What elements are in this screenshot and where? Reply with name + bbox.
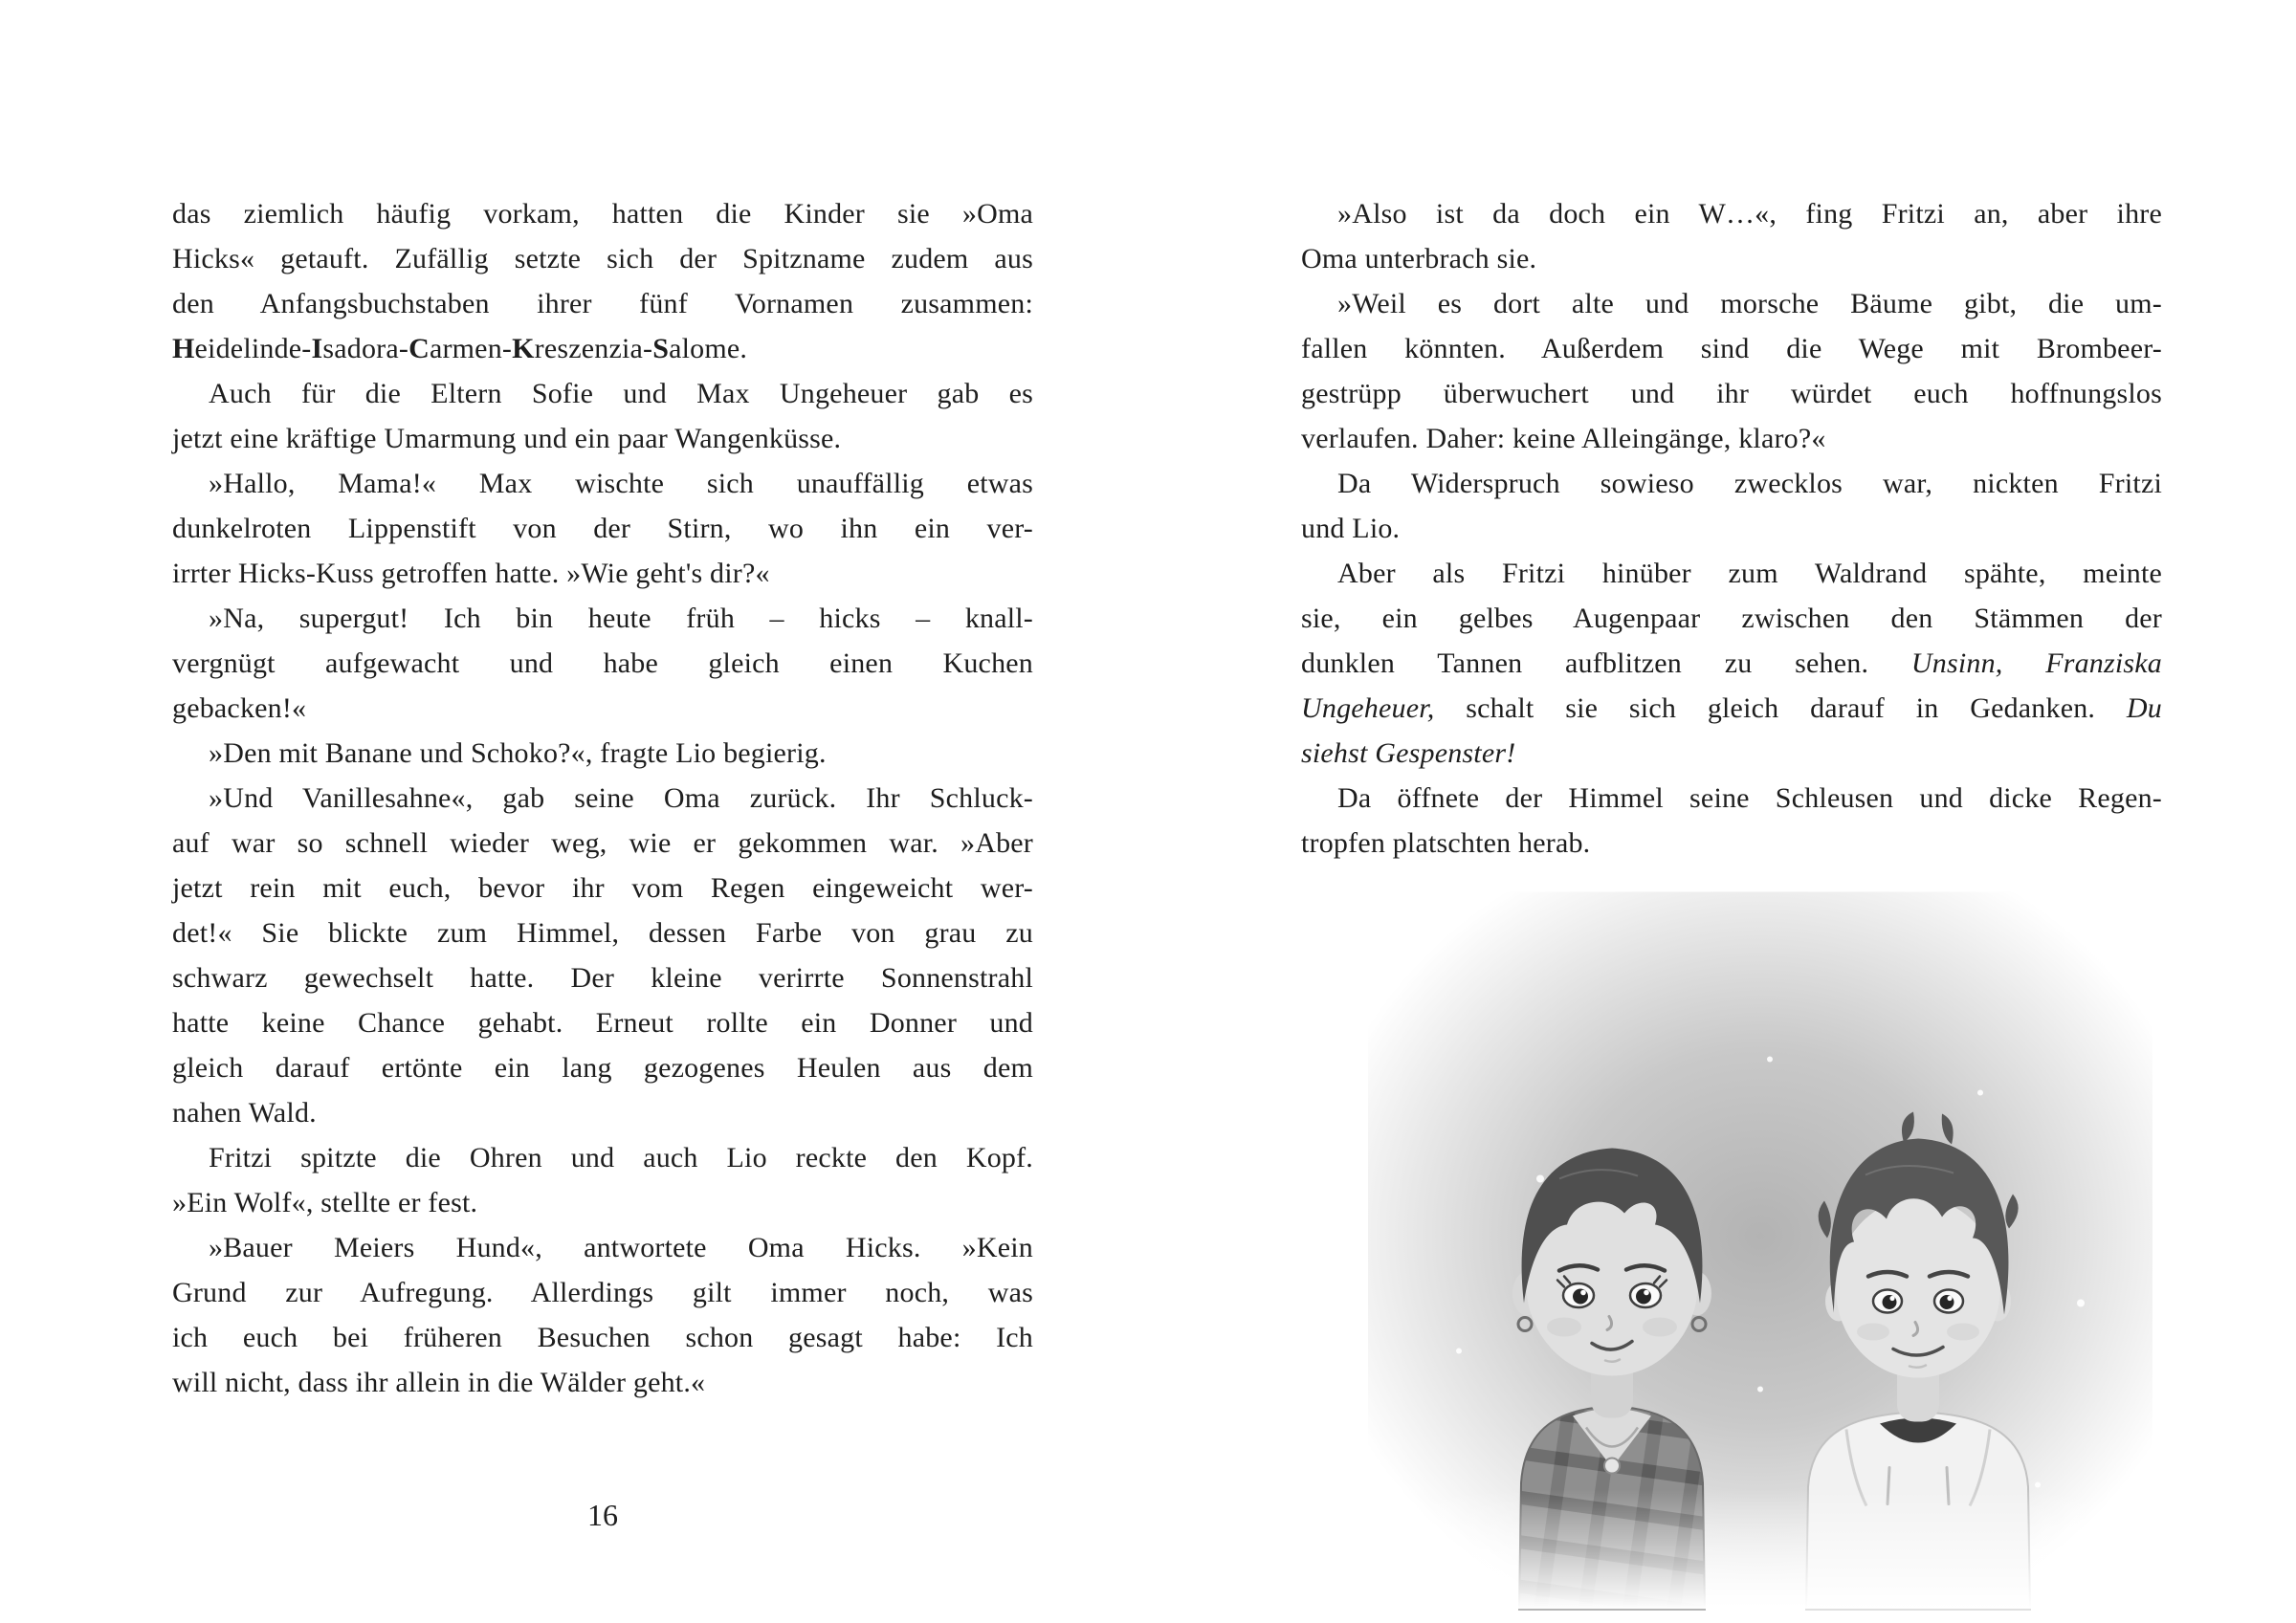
- text-line: »Ein Wolf«, stellte er fest.: [172, 1187, 478, 1218]
- text-line: »Bauer Meiers Hund«, antwortete Oma Hicks. »Kein: [209, 1232, 1033, 1263]
- text-line: Grund zur Aufregung. Allerdings gilt immer noch, was: [172, 1277, 1033, 1308]
- text-line: siehst Gespenster!: [1301, 737, 1516, 769]
- text-line: Ungeheuer, schalt sie sich gleich darauf in Gedanken. Du: [1301, 692, 2162, 724]
- paragraph: [172, 1135, 1033, 1225]
- text-line: Oma unterbrach sie.: [1301, 243, 1537, 274]
- text-line: will nicht, dass ihr allein in die Wälder geht.«: [172, 1367, 706, 1398]
- text-line: jetzt eine kräftige Umarmung und ein paar Wangenküsse.: [172, 423, 842, 454]
- left-page-text: [172, 191, 1033, 1405]
- text-line: Da öffnete der Himmel seine Schleusen und dicke Regen-: [1337, 782, 2162, 814]
- children-illustration-svg: [1368, 889, 2152, 1612]
- text-line: »Also ist da doch ein W…«, fing Fritzi an, aber ihre: [1337, 198, 2162, 230]
- paragraph: [1301, 551, 2162, 776]
- text-line: auf war so schnell wieder weg, wie er gekommen war. »Aber: [172, 827, 1033, 859]
- text-line: Fritzi spitzte die Ohren und auch Lio reckte den Kopf.: [209, 1142, 1033, 1173]
- text-line: »Und Vanillesahne«, gab seine Oma zurück. Ihr Schluck-: [209, 782, 1033, 814]
- paragraph: [1301, 776, 2162, 866]
- paragraph: [172, 371, 1033, 461]
- text-line: jetzt rein mit euch, bevor ihr vom Regen eingeweicht wer-: [172, 872, 1033, 904]
- text-line: dunklen Tannen aufblitzen zu sehen. Unsinn, Franziska: [1301, 647, 2162, 679]
- text-line: gestrüpp überwuchert und ihr würdet euch hoffnungslos: [1301, 378, 2162, 409]
- paragraph: [172, 776, 1033, 1135]
- paragraph: [172, 596, 1033, 731]
- text-line: tropfen platschten herab.: [1301, 827, 1591, 859]
- paragraph: [172, 731, 1033, 776]
- text-line: dunkelroten Lippenstift von der Stirn, wo ihn ein ver-: [172, 513, 1033, 544]
- text-line: den Anfangsbuchstaben ihrer fünf Vornamen zusammen:: [172, 288, 1033, 319]
- text-line: gleich darauf ertönte ein lang gezogenes Heulen aus dem: [172, 1052, 1033, 1084]
- text-line: »Hallo, Mama!« Max wischte sich unauffällig etwas: [209, 468, 1033, 499]
- page-number: 16: [587, 1498, 618, 1532]
- right-page-text: [1301, 191, 2162, 866]
- bottom-fade: [1368, 1490, 2152, 1610]
- text-line: Auch für die Eltern Sofie und Max Ungeheuer gab es: [209, 378, 1033, 409]
- text-line: verlaufen. Daher: keine Alleingänge, klaro?«: [1301, 423, 1826, 454]
- text-line: und Lio.: [1301, 513, 1401, 544]
- text-line: det!« Sie blickte zum Himmel, dessen Farbe von grau zu: [172, 917, 1033, 949]
- paragraph: [172, 461, 1033, 596]
- paragraph: [1301, 191, 2162, 281]
- paragraph: [1301, 281, 2162, 461]
- text-line: Aber als Fritzi hinüber zum Waldrand spähte, meinte: [1337, 558, 2162, 589]
- text-line: gebacken!«: [172, 692, 307, 724]
- text-line: »Na, supergut! Ich bin heute früh – hicks – knall-: [209, 603, 1033, 634]
- text-line: hatte keine Chance gehabt. Erneut rollte ein Donner und: [172, 1007, 1033, 1039]
- text-line: »Weil es dort alte und morsche Bäume gibt, die um-: [1337, 288, 2162, 319]
- text-line: irrter Hicks-Kuss getroffen hatte. »Wie geht's dir?«: [172, 558, 770, 589]
- text-line: Hicks« getauft. Zufällig setzte sich der Spitzname zudem aus: [172, 243, 1033, 274]
- paragraph: [172, 191, 1033, 371]
- text-line: das ziemlich häufig vorkam, hatten die Kinder sie »Oma: [172, 198, 1033, 230]
- text-line: »Den mit Banane und Schoko?«, fragte Lio begierig.: [209, 737, 827, 769]
- text-line: Heidelinde-Isadora-Carmen-Kreszenzia-Salome.: [172, 333, 748, 364]
- text-line: ich euch bei früheren Besuchen schon gesagt habe: Ich: [172, 1322, 1033, 1353]
- text-line: nahen Wald.: [172, 1097, 317, 1129]
- text-line: vergnügt aufgewacht und habe gleich einen Kuchen: [172, 647, 1033, 679]
- text-line: sie, ein gelbes Augenpaar zwischen den Stämmen der: [1301, 603, 2162, 634]
- paragraph: [172, 1225, 1033, 1405]
- text-line: Da Widerspruch sowieso zwecklos war, nickten Fritzi: [1337, 468, 2162, 499]
- text-line: fallen könnten. Außerdem sind die Wege mit Brombeer-: [1301, 333, 2162, 364]
- children-illustration: [1368, 889, 2152, 1612]
- paragraph: [1301, 461, 2162, 551]
- text-line: schwarz gewechselt hatte. Der kleine verirrte Sonnenstrahl: [172, 962, 1033, 994]
